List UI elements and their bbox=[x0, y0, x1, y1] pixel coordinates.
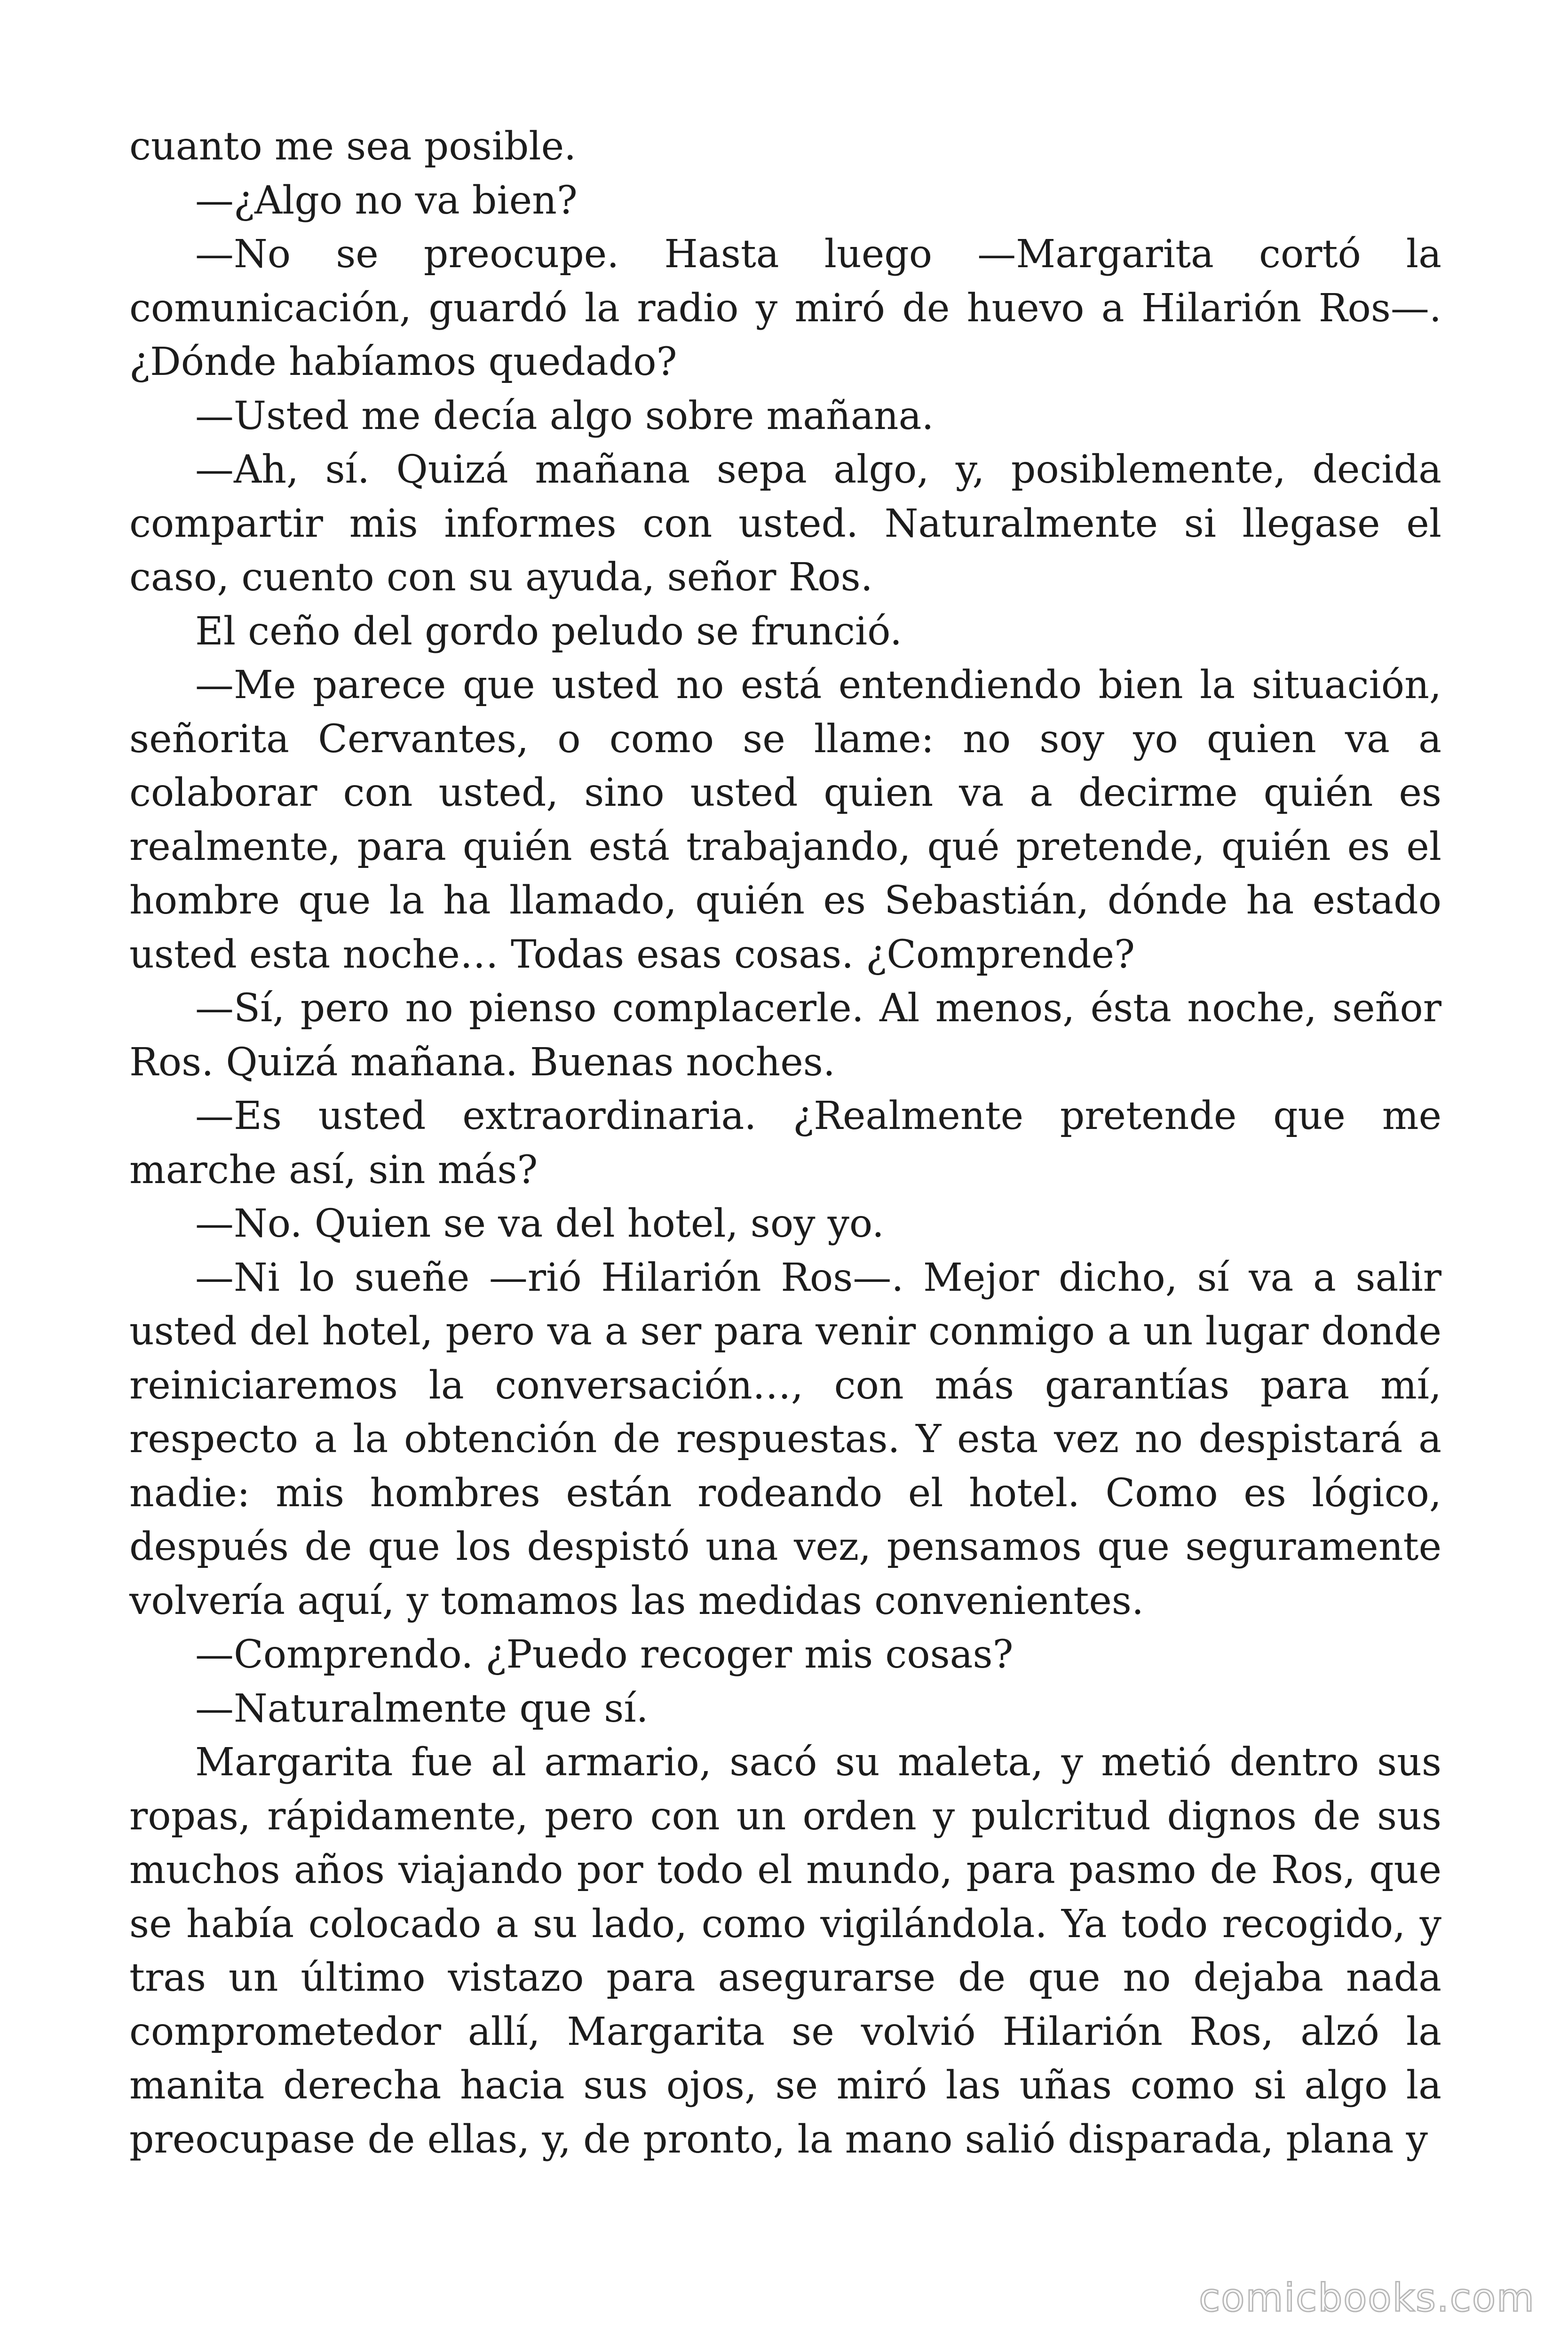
paragraph: —Me parece que usted no está entendiendo bien la situación, señorita Cervantes, o como se llame: no soy yo quien va a colaborar con usted, sino usted quien va a decirme quién es realmente, para quién está trabajando, qué pretende, quién es el hombre que la ha llamado, quién es Sebastián, dónde ha estado usted esta noche… Todas esas cosas. ¿Comprende? bbox=[129, 663, 1441, 977]
paragraph: —No se preocupe. Hasta luego —Margarita cortó la comunicación, guardó la radio y miró de huevo a Hilarión Ros—. ¿Dónde habíamos quedado? bbox=[129, 232, 1441, 384]
paragraph: —Sí, pero no pienso complacerle. Al menos, ésta noche, señor Ros. Quizá mañana. Buenas noches. bbox=[129, 986, 1441, 1085]
book-page-text bbox=[129, 120, 1441, 2167]
paragraph: Margarita fue al armario, sacó su maleta, y metió dentro sus ropas, rápidamente, pero con un orden y pulcritud dignos de sus muchos años viajando por todo el mundo, para pasmo de Ros, que se había colocado a su lado, como vigilándola. Ya todo recogido, y tras un último vistazo para asegurarse de que no dejaba nada comprometedor allí, Margarita se volvió Hilarión Ros, alzó la manita derecha hacia sus ojos, se miró las uñas como si algo la preocupase de ellas, y, de pronto, la mano salió disparada, plana y bbox=[129, 1740, 1441, 2162]
paragraph: cuanto me sea posible. bbox=[129, 124, 577, 169]
paragraph: —¿Algo no va bien? bbox=[195, 178, 578, 223]
paragraph: —Es usted extraordinaria. ¿Realmente pretende que me marche así, sin más? bbox=[129, 1094, 1441, 1192]
paragraph: —Comprendo. ¿Puedo recoger mis cosas? bbox=[195, 1632, 1014, 1677]
paragraph: —Ni lo sueñe —rió Hilarión Ros—. Mejor dicho, sí va a salir usted del hotel, pero va a ser para venir conmigo a un lugar donde reiniciaremos la conversación…, con más garantías para mí, respecto a la obtención de respuestas. Y esta vez no despistará a nadie: mis hombres están rodeando el hotel. Como es lógico, después de que los despistó una vez, pensamos que seguramente volvería aquí, y tomamos las medidas convenientes. bbox=[129, 1255, 1441, 1623]
paragraph: —Ah, sí. Quizá mañana sepa algo, y, posiblemente, decida compartir mis informes con usted. Naturalmente si llegase el caso, cuento con su ayuda, señor Ros. bbox=[129, 447, 1441, 600]
paragraph: —Naturalmente que sí. bbox=[195, 1686, 649, 1731]
paragraph: El ceño del gordo peludo se frunció. bbox=[195, 609, 903, 654]
paragraph: —Usted me decía algo sobre mañana. bbox=[195, 393, 934, 438]
paragraph: —No. Quien se va del hotel, soy yo. bbox=[195, 1201, 884, 1246]
watermark-text: comicbooks.com bbox=[1199, 2276, 1535, 2320]
